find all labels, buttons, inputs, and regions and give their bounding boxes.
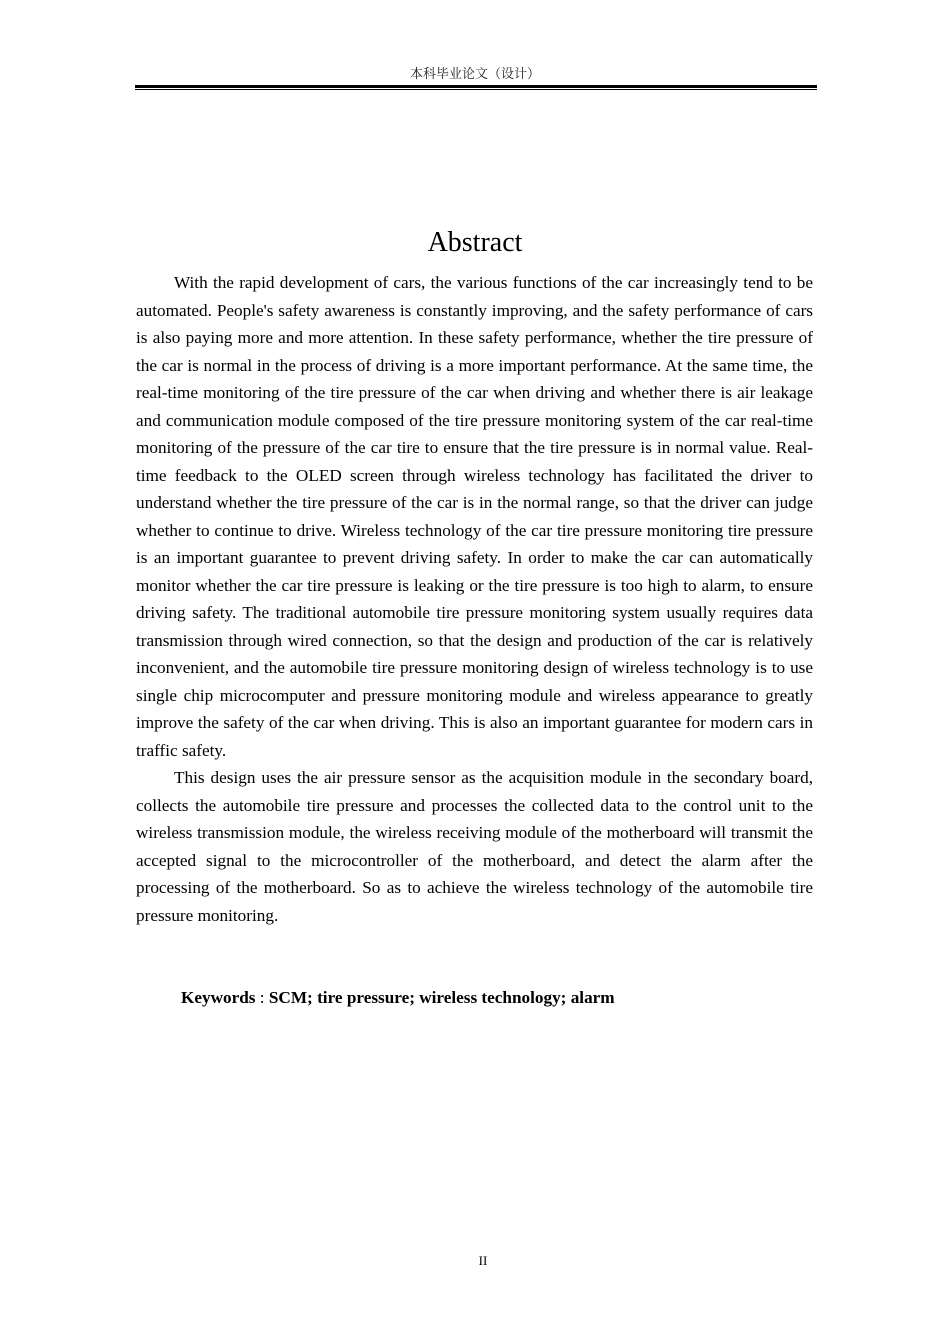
abstract-body [136,269,813,929]
abstract-paragraph-2: This design uses the air pressure sensor as the acquisition module in the secondary board, collects the automobile tire pressure and processes the collected data to the control unit to the wireless transmission module, the wireless receiving module of the motherboard will transmit the accepted signal to the microcontroller of the motherboard, and detect the alarm after the processing of the motherboard. So as to achieve the wireless technology of the automobile tire pressure monitoring. [136,768,813,925]
keywords-line [181,984,813,1012]
keywords-label: Keywords [181,988,256,1007]
abstract-title: Abstract [427,226,523,258]
running-header: 本科毕业论文（设计） [409,67,540,82]
page-number: II [478,1253,488,1268]
header-rule-thick [135,85,817,88]
keywords-text: SCM; tire pressure; wireless technology; alarm [268,988,615,1007]
abstract-paragraph-1: With the rapid development of cars, the various functions of the car increasingly tend to be automated. People's safety awareness is constantly improving, and the safety performance of cars is also paying more and more attention. In these safety performance, whether the tire pressure of the car is normal in the process of driving is a more important performance. At the same time, the real-time monitoring of the tire pressure of the car when driving and whether there is air leakage and communication module composed of the tire pressure monitoring system of the car real-time monitoring of the pressure of the car tire to ensure that the tire pressure is in normal value. Real-time feedback to the OLED screen through wireless technology has facilitated the driver to understand whether the tire pressure of the car is in the normal range, so that the driver can judge whether to continue to drive. Wireless technology of the car tire pressure monitoring tire pressure is an important guarantee to prevent driving safety. In order to make the car can automatically monitor whether the car tire pressure is leaking or the tire pressure is too high to alarm, to ensure driving safety. The traditional automobile tire pressure monitoring system usually requires data transmission through wired connection, so that the design and production of the car is relatively inconvenient, and the automobile tire pressure monitoring design of wireless technology is to use single chip microcomputer and pressure monitoring module and wireless appearance to greatly improve the safety of the car when driving. This is also an important guarantee for modern cars in traffic safety. [136,273,813,760]
keywords-separator: : [259,988,265,1007]
header-rule-thin [135,89,817,90]
